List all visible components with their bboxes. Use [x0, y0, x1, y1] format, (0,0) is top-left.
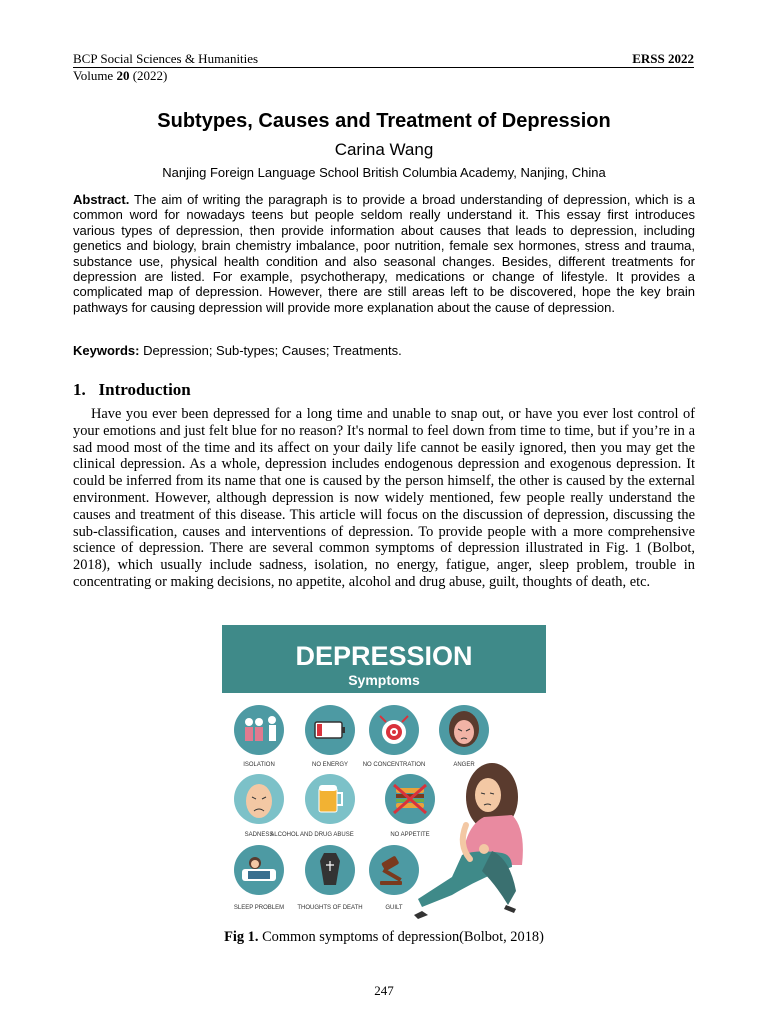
introduction-paragraph: Have you ever been depressed for a long time and unable to snap out, or have you ever lost control of your emotions and just felt blue for no reason? It's normal to feel down from time to time, but if you’re in a sad mood most of the time and its affect on your daily life cannot be easily ignored, then you may get the clinical depression. As a whole, depression includes endogenous depression and exogenous depression. It could be inferred from its name that one is caused by the person himself, the other is caused by the external environment. However, although depression is now widely mentioned, few people really understand the causes and treatment of this disease. This article will focus on the discussion of depression, discussing the sub-classification, causes and interventions of depression. To provide people with a more comprehensive science of depression. There are several common symptoms of depression illustrated in Fig. 1 (Bolbot, 2018), which usually include sadness, isolation, no energy, fatigue, anger, sleep problem, trouble in concentrating or making decisions, no appetite, alcohol and drug abuse, guilt, thoughts of death, etc. — [73, 406, 695, 590]
label-sleep-problem: SLEEP PROBLEM — [233, 905, 285, 911]
abstract-label: Abstract. — [73, 192, 130, 207]
paper-title: Subtypes, Causes and Treatment of Depression — [157, 110, 611, 132]
label-no-concentration: NO CONCENTRATION — [362, 762, 426, 768]
keywords-text: Depression; Sub-types; Causes; Treatments. — [139, 343, 402, 358]
sadness-icon — [234, 774, 284, 824]
label-anger: ANGER — [453, 762, 475, 768]
figure-caption — [0, 929, 768, 946]
volume-number: 20 — [116, 68, 130, 83]
alcohol-icon — [305, 774, 355, 824]
label-isolation: ISOLATION — [243, 762, 275, 768]
conference-name: ERSS 2022 — [632, 51, 694, 66]
banner-title: DEPRESSION — [295, 641, 473, 671]
no-concentration-icon — [369, 705, 419, 755]
author-name: Carina Wang — [334, 140, 434, 159]
keywords — [73, 343, 695, 358]
volume-prefix: Volume — [73, 68, 117, 83]
volume-year: (2022) — [129, 68, 168, 83]
abstract-text: The aim of writing the paragraph is to provide a broad understanding of depression, which is a common word for nowadays teens but people seldom really understand it. This essay first introduces various types of depression, then provide information about causes that leads to depression, including genetics and biology, brain chemistry imbalance, poor nutrition, female sex hormones, stress and trauma, substance use, physical health condition and also seasonal changes. Besides, different treatments for depression are listed. For example, psychotherapy, medications or change of lifestyle. It provides a complicated map of depression. However, there are still areas left to be discovered, hope the key brain pathways for causing depression will provide more explanation about the cause of depression. — [73, 192, 695, 315]
anger-icon — [439, 705, 489, 755]
figure-caption-text: Common symptoms of depression(Bolbot, 2018) — [258, 929, 544, 945]
label-no-appetite: NO APPETITE — [390, 832, 430, 838]
section-title: Introduction — [98, 380, 191, 399]
keywords-label: Keywords: — [73, 343, 140, 358]
page-number: 247 — [374, 983, 394, 998]
label-thoughts-of-death: THOUGHTS OF DEATH — [297, 905, 363, 911]
sleep-problem-icon — [234, 845, 284, 895]
abstract — [73, 192, 695, 315]
coffin-icon — [305, 845, 355, 895]
symptoms-infographic — [222, 625, 546, 921]
depression-symptoms-figure — [222, 625, 546, 921]
gavel-icon — [369, 845, 419, 895]
author-affiliation: Nanjing Foreign Language School British Columbia Academy, Nanjing, China — [162, 165, 606, 180]
journal-name: BCP Social Sciences & Humanities — [73, 51, 259, 66]
isolation-icon — [234, 705, 284, 755]
label-no-energy: NO ENERGY — [311, 762, 349, 768]
banner-subtitle: Symptoms — [348, 672, 420, 688]
figure-caption-label: Fig 1. — [224, 929, 259, 945]
label-sadness: SADNESS — [244, 832, 274, 838]
section-number: 1. — [73, 380, 86, 399]
no-appetite-icon — [385, 774, 435, 824]
label-guilt: GUILT — [385, 905, 403, 911]
section-heading — [73, 380, 191, 400]
no-energy-icon — [305, 705, 355, 755]
label-alcohol-and-drug-abuse: ALCOHOL AND DRUG ABUSE — [270, 832, 354, 838]
volume-line — [73, 68, 167, 84]
